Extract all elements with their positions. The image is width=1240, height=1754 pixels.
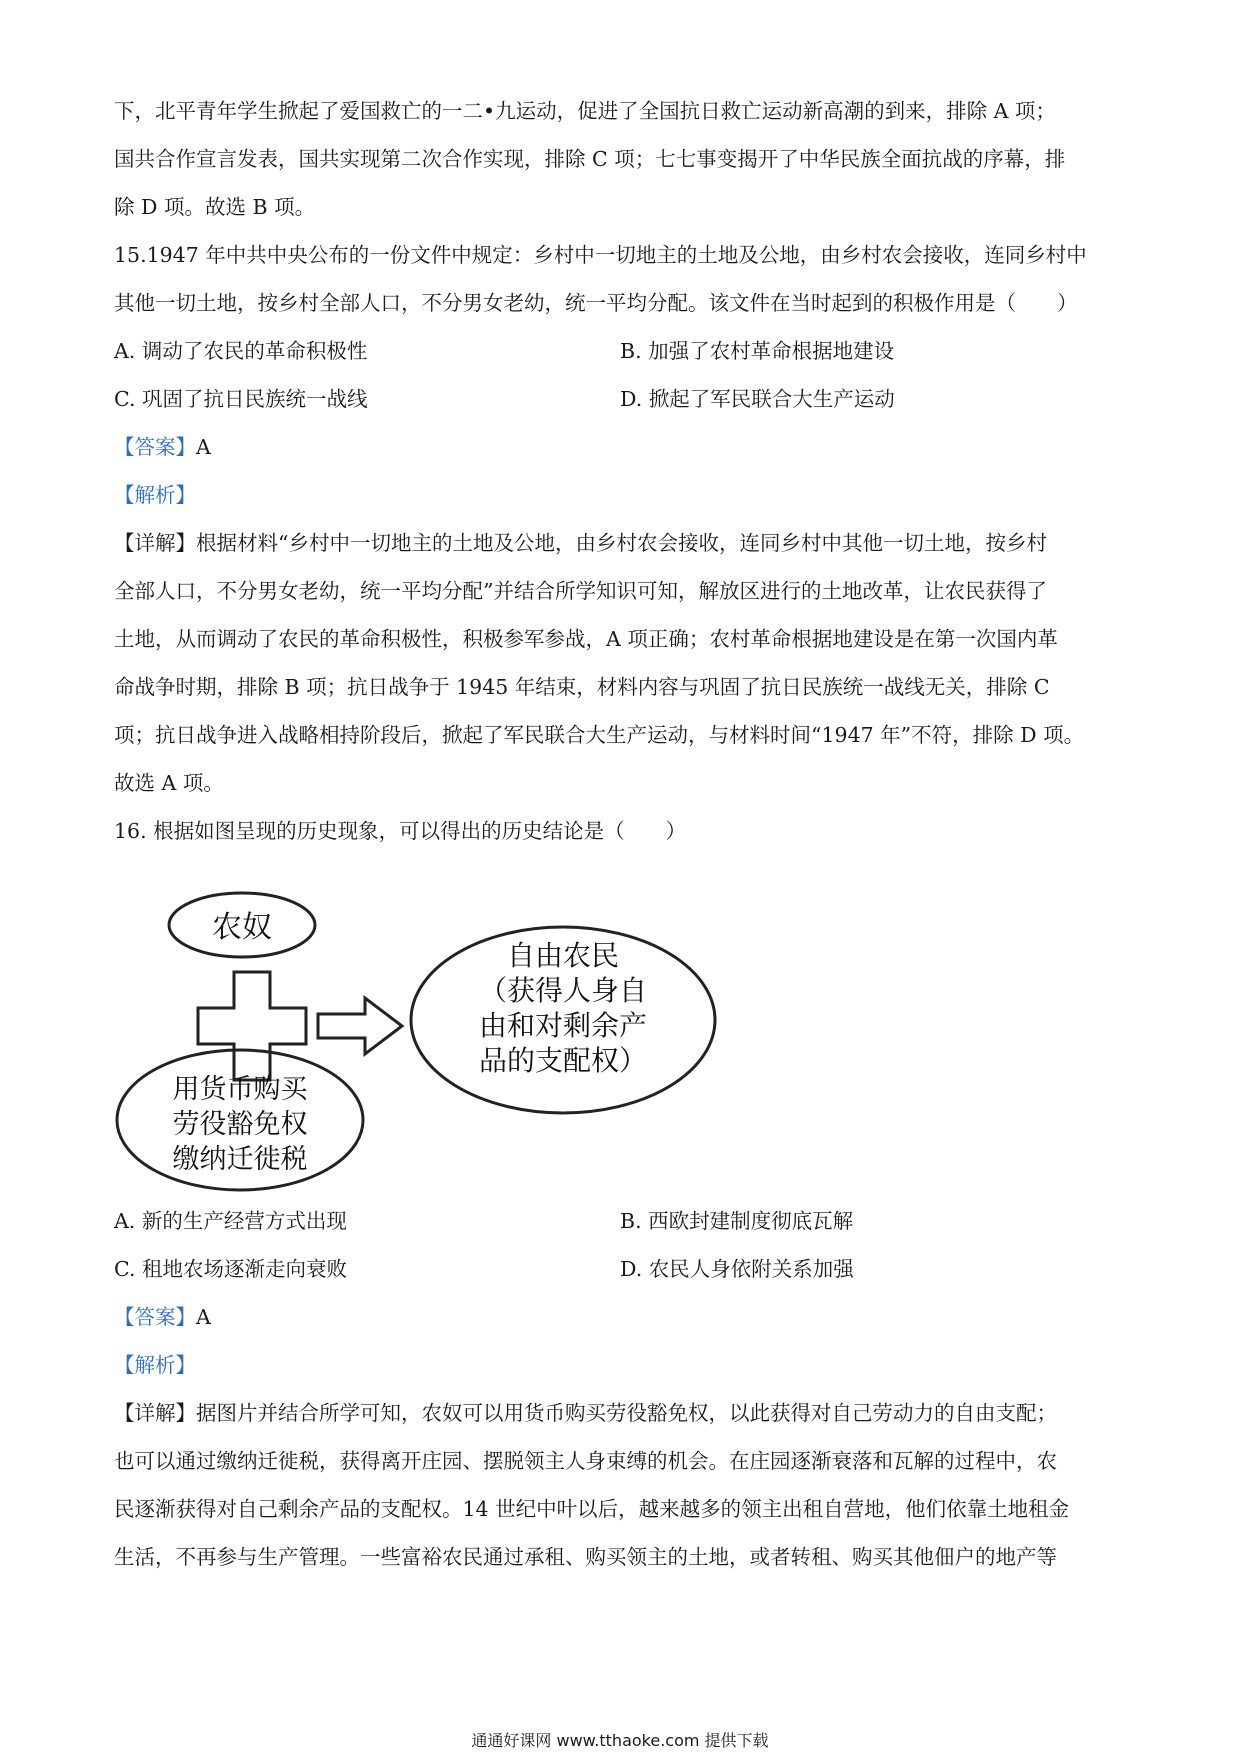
- question-16-stem: 16. 根据如图呈现的历史现象，可以得出的历史结论是（ ）: [114, 819, 687, 843]
- q15-option-b: B. 加强了农村革命根据地建设: [620, 339, 895, 363]
- detail-text: 根据材料“乡村中一切地主的土地及公地，由乡村农会接收，连同乡村中其他一切土地，按乡村: [196, 531, 1047, 555]
- free-peasant-line-4: 品的支配权）: [478, 1044, 648, 1077]
- question-15-stem: 其他一切土地，按乡村全部人口，不分男女老幼，统一平均分配。该文件在当时起到的积极作用是（ ）: [114, 291, 1078, 315]
- answer-label: 【答案】: [114, 1305, 196, 1329]
- q16-analysis-heading: [114, 1350, 196, 1380]
- serf-label: 农奴: [212, 910, 272, 945]
- q16-detail: 生活，不再参与生产管理。一些富裕农民通过承租、购买领主的土地，或者转租、购买其他佃户的地产等: [114, 1545, 1057, 1569]
- q15-answer: [114, 432, 211, 462]
- q15-option-c: C. 巩固了抗日民族统一战线: [114, 387, 368, 411]
- detail-label: 【详解】: [114, 1401, 196, 1425]
- q16-option-b: B. 西欧封建制度彻底瓦解: [620, 1209, 854, 1233]
- q15-detail: 全部人口，不分男女老幼，统一平均分配”并结合所学知识可知，解放区进行的土地改革，让农民获得了: [114, 579, 1047, 603]
- q15-option-d: D. 掀起了军民联合大生产运动: [620, 387, 895, 411]
- text-line: 下，北平青年学生掀起了爱国救亡的一二•九运动，促进了全国抗日救亡运动新高潮的到来，排除 A 项；: [114, 99, 1056, 123]
- text-line: 国共合作宣言发表，国共实现第二次合作实现，排除 C 项；七七事变揭开了中华民族全面抗战的序幕，排: [114, 147, 1066, 171]
- payment-line-3: 缴纳迁徙税: [172, 1144, 308, 1175]
- footer-watermark: 通通好课网 www.tthaoke.com 提供下载: [471, 1731, 769, 1750]
- detail-text: 据图片并结合所学可知，农奴可以用货币购买劳役豁免权，以此获得对自己劳动力的自由支配；: [196, 1401, 1057, 1425]
- q16-detail: 民逐渐获得对自己剩余产品的支配权。14 世纪中叶以后，越来越多的领主出租自营地，他们依靠土地租金: [114, 1497, 1070, 1521]
- free-peasant-line-1: 自由农民: [506, 939, 620, 972]
- analysis-label: 【解析】: [114, 483, 196, 507]
- q15-detail: 故选 A 项。: [114, 771, 224, 795]
- free-peasant-line-3: 由和对剩余产: [478, 1009, 648, 1042]
- q15-option-a: A. 调动了农民的革命积极性: [114, 339, 368, 363]
- q15-detail: 命战争时期，排除 B 项；抗日战争于 1945 年结束，材料内容与巩固了抗日民族统一战线无关，排除 C: [114, 675, 1050, 699]
- serf-diagram: [110, 880, 730, 1200]
- answer-value: A: [196, 435, 211, 459]
- q15-detail: 项；抗日战争进入战略相持阶段后，掀起了军民联合大生产运动，与材料时间“1947 年”不符，排除 D 项。: [114, 723, 1085, 747]
- q16-detail: 也可以通过缴纳迁徙税，获得离开庄园、摆脱领主人身束缚的机会。在庄园逐渐衰落和瓦解的过程中，农: [114, 1449, 1057, 1473]
- q16-option-d: D. 农民人身依附关系加强: [620, 1257, 854, 1281]
- analysis-label: 【解析】: [114, 1353, 196, 1377]
- arrow-right-icon: [318, 998, 402, 1054]
- free-peasant-line-2: （获得人身自: [478, 974, 648, 1007]
- payment-line-2: 劳役豁免权: [172, 1109, 308, 1140]
- q15-detail: 土地，从而调动了农民的革命积极性，积极参军参战，A 项正确；农村革命根据地建设是在第一次国内革: [114, 627, 1058, 651]
- q16-option-a: A. 新的生产经营方式出现: [114, 1209, 347, 1233]
- q15-detail: [114, 528, 1047, 558]
- detail-label: 【详解】: [114, 531, 196, 555]
- answer-label: 【答案】: [114, 435, 196, 459]
- payment-line-1: 用货币购买: [172, 1074, 308, 1105]
- question-15-stem: 15.1947 年中共中央公布的一份文件中规定：乡村中一切地主的土地及公地，由乡村农会接收，连同乡村中: [114, 243, 1087, 267]
- q16-detail: [114, 1398, 1057, 1428]
- q15-analysis-heading: [114, 480, 196, 510]
- plus-icon: [198, 972, 306, 1080]
- q16-option-c: C. 租地农场逐渐走向衰败: [114, 1257, 347, 1281]
- text-line: 除 D 项。故选 B 项。: [114, 195, 316, 219]
- q16-answer: [114, 1302, 211, 1332]
- answer-value: A: [196, 1305, 211, 1329]
